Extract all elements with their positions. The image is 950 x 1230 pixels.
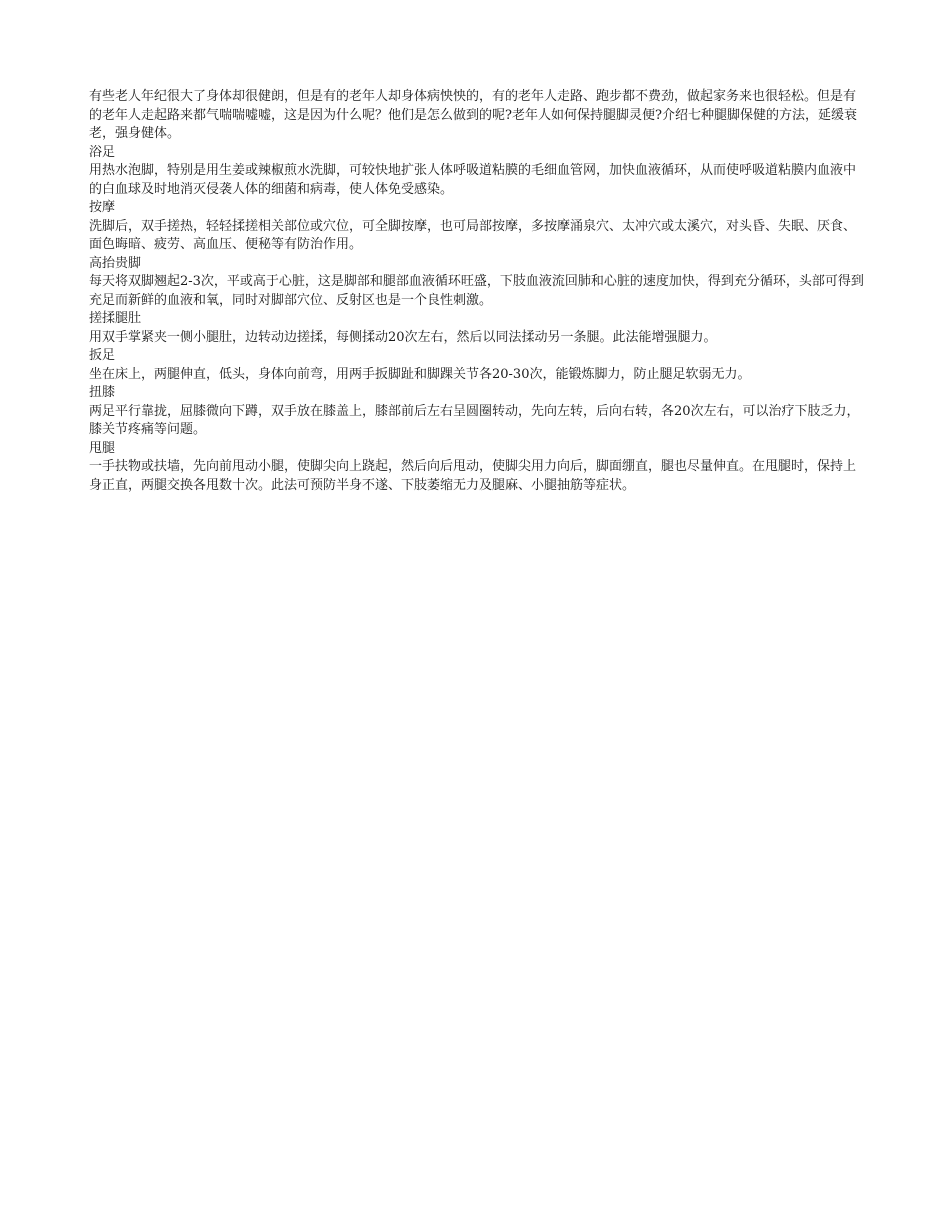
section-body-twist-knees: 两足平行靠拢，屈膝微向下蹲，双手放在膝盖上，膝部前后左右呈圆圈转动，先向左转，后向右转，各20次左右，可以治疗下肢乏力，膝关节疼痛等问题。 [89, 403, 860, 437]
section-body-massage: 洗脚后，双手搓热，轻轻揉搓相关部位或穴位，可全脚按摩，也可局部按摩，多按摩涌泉穴、太冲穴或太溪穴，对头昏、失眠、厌食、面色晦暗、疲劳、高血压、便秘等有防治作用。 [89, 218, 857, 252]
section-body-swing-legs: 一手扶物或扶墙，先向前甩动小腿，使脚尖向上跷起，然后向后甩动，使脚尖用力向后，脚面绷直，腿也尽量伸直。在甩腿时，保持上身正直，两腿交换各甩数十次。此法可预防半身不遂、下肢萎缩无力及腿麻、小腿抽筋等症状。 [89, 459, 857, 493]
section-heading-swing-legs: 甩腿 [89, 440, 116, 456]
section-heading-twist-knees: 扭膝 [89, 385, 116, 400]
section-heading-pull-feet: 扳足 [89, 348, 116, 363]
section-heading-massage: 按摩 [89, 200, 116, 215]
section-body-foot-bath: 用热水泡脚，特别是用生姜或辣椒煎水洗脚，可较快地扩张人体呼吸道粘膜的毛细血管网，加快血液循环，从而使呼吸道粘膜内血液中的白血球及时地消灭侵袭人体的细菌和病毒，使人体免受感染。 [89, 163, 857, 197]
section-body-raise-feet: 每天将双脚翘起2-3次，平或高于心脏，这是脚部和腿部血液循环旺盛，下肢血液流回肺和心脏的速度加快，得到充分循环，头部可得到充足而新鲜的血液和氧，同时对脚部穴位、反射区也是一个良性刺激。 [89, 274, 864, 308]
section-heading-raise-feet: 高抬贵脚 [89, 255, 142, 271]
document-page [89, 88, 871, 495]
section-heading-foot-bath: 浴足 [89, 144, 116, 160]
section-body-pull-feet: 坐在床上，两腿伸直，低头，身体向前弯，用两手扳脚趾和脚踝关节各20-30次，能锻炼脚力，防止腿足软弱无力。 [89, 366, 751, 382]
section-heading-rub-calves: 搓揉腿肚 [89, 311, 142, 326]
intro-paragraph: 有些老人年纪很大了身体却很健朗，但是有的老年人却身体病怏怏的，有的老年人走路、跑步都不费劲，做起家务来也很轻松。但是有的老年人走起路来都气喘喘嘘嘘，这是因为什么呢？他们是怎么做到的呢?老年人如何保持腿脚灵便?介绍七种腿脚保健的方法，延缓衰老，强身健体。 [89, 89, 857, 141]
section-body-rub-calves: 用双手掌紧夹一侧小腿肚，边转动边搓揉，每侧揉动20次左右，然后以同法揉动另一条腿。此法能增强腿力。 [89, 329, 717, 345]
